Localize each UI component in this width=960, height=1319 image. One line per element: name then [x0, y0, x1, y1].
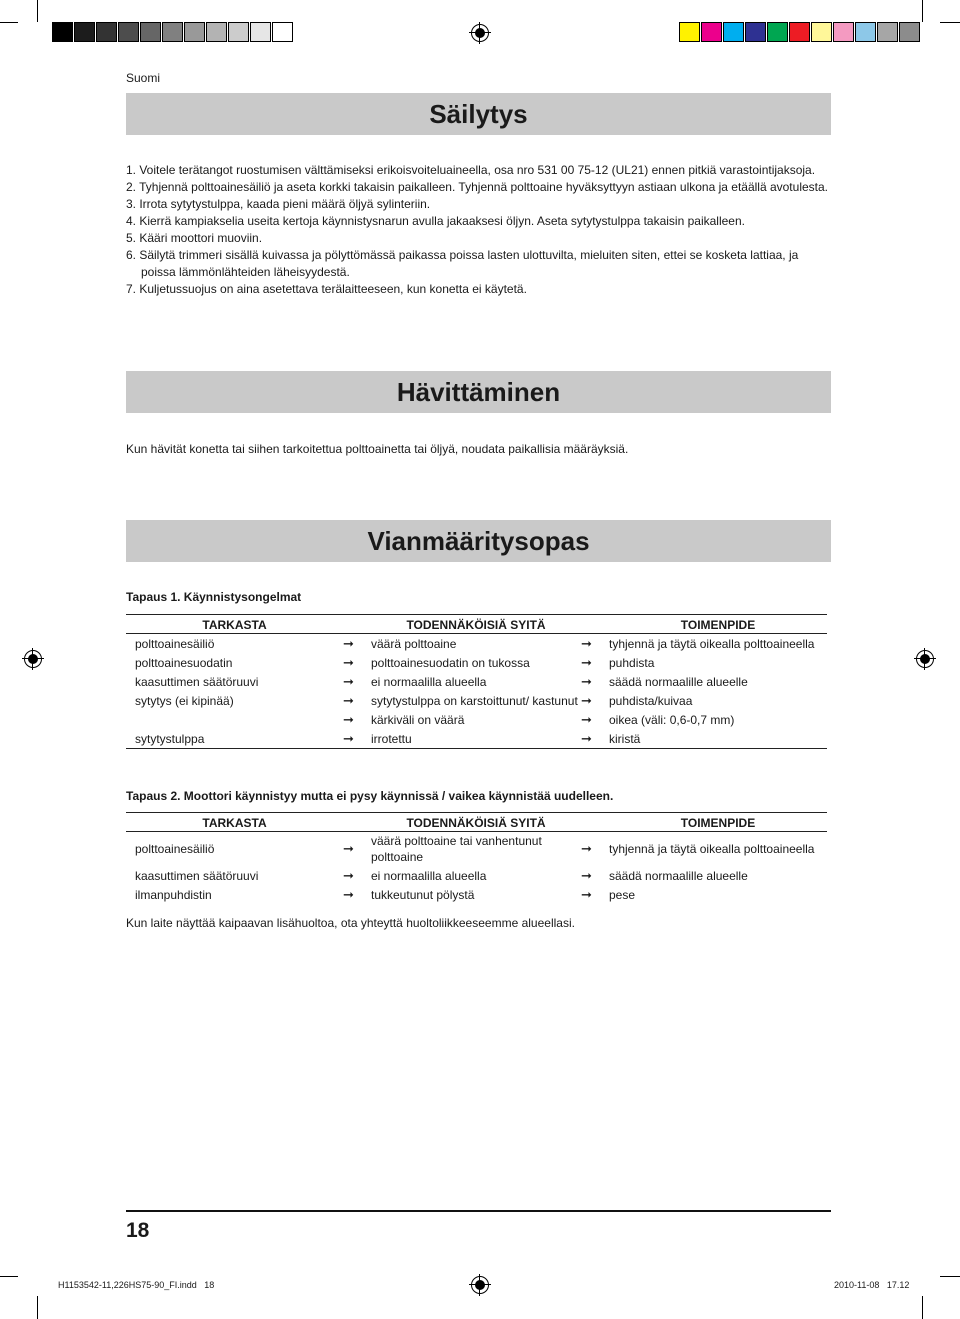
action-cell: tyhjennä ja täytä oikealla polttoaineella — [609, 636, 815, 651]
arrow-icon: ➞ — [343, 635, 354, 651]
action-cell: pese — [609, 887, 636, 902]
color-bar — [679, 22, 921, 42]
arrow-icon: ➞ — [343, 654, 354, 670]
cause-cell: sytytystulppa on karstoittunut/ kastunut — [371, 693, 578, 708]
disposal-text: Kun hävität konetta tai siihen tarkoitettua polttoainetta tai öljyä, noudata paikallisia määräyksiä. — [126, 442, 629, 456]
table-row — [126, 672, 827, 691]
color-swatch — [679, 22, 700, 42]
cause-cell: kärkiväli on väärä — [371, 712, 465, 727]
action-cell: kiristä — [609, 729, 827, 749]
table-row — [126, 691, 827, 710]
list-item: 1. Voitele terätangot ruostumisen välttämiseksi erikoisvoiteluaineella, osa nro 531 00 75-12 (UL21) ennen pitkiä varastointijaksoja. — [126, 163, 816, 177]
slug-date: 2010-11-08 17.12 — [834, 1280, 910, 1290]
color-swatch — [250, 22, 271, 42]
arrow-icon: ➞ — [343, 692, 354, 708]
color-swatch — [701, 22, 722, 42]
check-cell — [126, 710, 343, 729]
action-cell: säädä normaalille alueelle — [609, 868, 748, 883]
language-label: Suomi — [126, 71, 161, 85]
arrow-icon: ➞ — [581, 635, 592, 651]
arrow-icon: ➞ — [343, 886, 354, 902]
color-swatch — [811, 22, 832, 42]
check-cell: kaasuttimen säätöruuvi — [135, 868, 259, 883]
arrow-icon: ➞ — [581, 729, 609, 749]
crop-mark — [940, 1276, 960, 1277]
color-swatch — [877, 22, 898, 42]
case-2-title: Tapaus 2. Moottori käynnistyy mutta ei pysy käynnissä / vaikea käynnistää uudelleen. — [126, 789, 614, 803]
crop-mark — [0, 1276, 18, 1277]
action-cell: oikea (väli: 0,6-0,7 mm) — [609, 712, 735, 727]
slug-file-name: H1153542-11,226HS75-90_FI.indd 18 — [58, 1280, 215, 1290]
crop-mark — [922, 1296, 923, 1319]
check-cell: kaasuttimen säätöruuvi — [135, 674, 259, 689]
table-row — [126, 710, 827, 729]
check-cell: polttoainesuodatin — [135, 655, 233, 670]
color-swatch — [723, 22, 744, 42]
cause-cell: irrotettu — [371, 729, 581, 749]
table-row — [126, 634, 827, 654]
arrow-icon: ➞ — [343, 841, 354, 856]
arrow-icon: ➞ — [343, 729, 371, 749]
color-swatch — [833, 22, 854, 42]
arrow-icon: ➞ — [343, 673, 354, 689]
check-cell: sytytystulppa — [126, 729, 343, 749]
table-row — [126, 832, 827, 867]
check-cell: ilmanpuhdistin — [135, 887, 212, 902]
cause-cell: väärä polttoaine — [371, 636, 457, 651]
case-1-title: Tapaus 1. Käynnistysongelmat — [126, 590, 302, 604]
color-swatch — [855, 22, 876, 42]
registration-mark-icon — [471, 1276, 489, 1294]
color-swatch — [140, 22, 161, 42]
action-cell: tyhjennä ja täytä oikealla polttoaineella — [609, 842, 815, 856]
crop-mark — [37, 0, 38, 22]
table-row — [126, 885, 827, 904]
crop-mark — [922, 0, 923, 22]
check-cell: polttoainesäiliö — [135, 636, 215, 651]
list-item: 5. Kääri moottori muoviin. — [126, 231, 263, 245]
arrow-icon: ➞ — [581, 711, 592, 727]
disposal-heading: Hävittäminen — [126, 371, 831, 413]
check-cell: polttoainesäiliö — [135, 842, 215, 856]
color-swatch — [74, 22, 95, 42]
color-swatch — [184, 22, 205, 42]
action-cell: puhdista — [609, 655, 655, 670]
color-swatch — [899, 22, 920, 42]
table-row — [126, 653, 827, 672]
color-swatch — [789, 22, 810, 42]
arrow-icon: ➞ — [343, 867, 354, 883]
cause-cell: ei normaalilla alueella — [371, 674, 487, 689]
color-swatch — [272, 22, 293, 42]
table-row — [126, 729, 827, 749]
storage-steps — [126, 162, 831, 298]
arrow-icon: ➞ — [581, 654, 592, 670]
storage-heading: Säilytys — [126, 93, 831, 135]
color-swatch — [52, 22, 73, 42]
color-swatch — [206, 22, 227, 42]
cause-cell: ei normaalilla alueella — [371, 868, 487, 883]
arrow-icon: ➞ — [581, 692, 592, 708]
arrow-icon: ➞ — [581, 886, 592, 902]
cause-cell: väärä polttoaine tai vanhentunut polttoaine — [371, 834, 542, 864]
color-swatch — [745, 22, 766, 42]
crop-mark — [37, 1296, 38, 1319]
column-header-cause: TODENNÄKÖISIÄ SYITÄ — [371, 615, 581, 634]
color-swatch — [162, 22, 183, 42]
color-swatch — [118, 22, 139, 42]
color-swatch — [767, 22, 788, 42]
crop-mark — [940, 22, 960, 23]
column-header-action: TOIMENPIDE — [609, 813, 827, 832]
column-header-arrow-spacer — [343, 813, 371, 832]
registration-mark-icon — [471, 24, 489, 42]
case-1-table — [126, 614, 827, 749]
arrow-icon: ➞ — [343, 711, 354, 727]
arrow-icon: ➞ — [581, 673, 592, 689]
color-swatch — [96, 22, 117, 42]
list-item: 6. Säilytä trimmeri sisällä kuivassa ja pölyttömässä paikassa poissa lasten ulottuvilta, mieluiten siten, ettei se kosketa lattiaa, ja poissa lämmönlähteiden läheisyydestä. — [126, 248, 799, 279]
column-header-arrow-spacer — [581, 813, 609, 832]
column-header-action: TOIMENPIDE — [609, 615, 827, 634]
page-number: 18 — [126, 1219, 150, 1242]
check-cell: sytytys (ei kipinää) — [135, 693, 234, 708]
case-2-table — [126, 812, 827, 904]
table-row — [126, 866, 827, 885]
column-header-arrow-spacer — [343, 615, 371, 634]
cause-cell: tukkeutunut pölystä — [371, 887, 475, 902]
grayscale-bar — [52, 22, 294, 42]
crop-mark — [0, 22, 18, 23]
registration-mark-icon — [916, 650, 934, 668]
list-item: 7. Kuljetussuojus on aina asetettava terälaitteeseen, kun konetta ei käytetä. — [126, 282, 527, 296]
action-cell: puhdista/kuivaa — [609, 693, 693, 708]
arrow-icon: ➞ — [581, 841, 592, 856]
registration-mark-icon — [24, 650, 42, 668]
troubleshooting-heading: Vianmääritysopas — [126, 520, 831, 562]
column-header-arrow-spacer — [581, 615, 609, 634]
action-cell: säädä normaalille alueelle — [609, 674, 748, 689]
footer-rule — [126, 1210, 831, 1212]
list-item: 2. Tyhjennä polttoainesäiliö ja aseta korkki takaisin paikalleen. Tyhjennä polttoaine hyväksyttyyn astiaan ulkona ja etäällä avotulesta. — [126, 180, 828, 194]
list-item: 3. Irrota sytytystulppa, kaada pieni määrä öljyä sylinteriin. — [126, 197, 431, 211]
column-header-check: TARKASTA — [126, 615, 343, 634]
column-header-check: TARKASTA — [126, 813, 343, 832]
column-header-cause: TODENNÄKÖISIÄ SYITÄ — [371, 813, 581, 832]
cause-cell: polttoainesuodatin on tukossa — [371, 655, 530, 670]
arrow-icon: ➞ — [581, 867, 592, 883]
service-note: Kun laite näyttää kaipaavan lisähuoltoa, ota yhteyttä huoltoliikkeeseemme alueellasi. — [126, 916, 575, 930]
color-swatch — [228, 22, 249, 42]
list-item: 4. Kierrä kampiakselia useita kertoja käynnistysnarun avulla jakaaksesi öljyn. Aseta sytytystulppa takaisin paikalleen. — [126, 214, 745, 228]
